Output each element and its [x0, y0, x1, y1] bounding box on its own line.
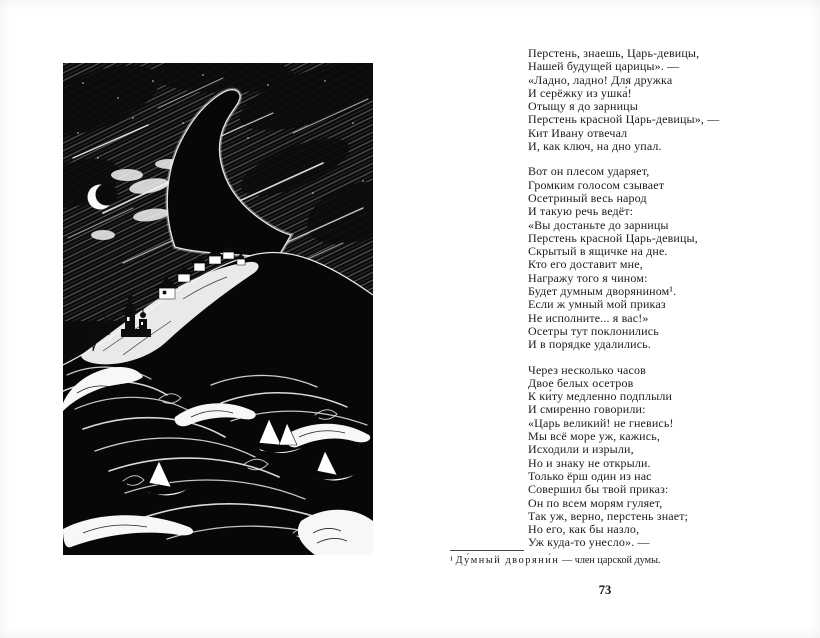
poem-line: Но и знаку не открыли.: [528, 455, 651, 470]
stanza-1: [528, 47, 719, 153]
poem-line: Двое белых осетров: [528, 375, 634, 390]
poem-line: Перстень, знаешь, Царь-девицы,: [528, 46, 700, 60]
poem-line: Нашей будущей царицы». —: [528, 59, 680, 74]
poem-line: Если ж умный мой приказ: [528, 297, 666, 312]
poem-line: Так уж, верно, перстень знает;: [528, 508, 689, 523]
poem-line: Совершил бы твой приказ:: [528, 482, 669, 497]
right-page: [410, 0, 820, 638]
poem: [528, 47, 719, 550]
page-number: 73: [598, 583, 612, 597]
poem-line: И смиренно говорили:: [528, 402, 646, 417]
poem-line: Громким голосом сзывает: [528, 177, 665, 192]
whale-illustration: [63, 63, 373, 555]
poem-line: Будет думным дворянином¹.: [528, 284, 677, 299]
footnote-definition: — член царской думы.: [561, 555, 661, 566]
footnote: [450, 550, 780, 566]
footnote-text: [450, 555, 780, 566]
poem-line: Исходили и изрыли,: [528, 442, 634, 457]
whale-illustration-svg: [63, 63, 373, 555]
poem-line: «Ладно, ладно! Для дружка: [528, 72, 673, 87]
poem-line: И такую речь ведёт:: [528, 204, 634, 219]
poem-line: К ки́ту медленно подплыли: [528, 389, 673, 404]
poem-line: Вот он плесом ударяет,: [528, 164, 650, 179]
poem-line: Он по всем морям гуляет,: [528, 495, 663, 510]
poem-line: Осетриный весь народ: [528, 190, 647, 205]
poem-line: Кто его доставит мне,: [528, 257, 643, 272]
stanza-3: [528, 364, 719, 550]
footnote-term: Ду́мный дворяни́н: [455, 555, 560, 566]
poem-line: Кит Ивану отвечал: [528, 125, 628, 140]
footnote-divider: [450, 550, 524, 551]
poem-line: Перстень красной Царь-девицы», —: [528, 112, 720, 127]
poem-line: Перстень красной Царь-девицы,: [528, 230, 698, 245]
footnote-marker: ¹: [450, 555, 454, 566]
poem-line: Через несколько часов: [528, 362, 646, 377]
poem-line: И, как ключ, на дно упал.: [528, 139, 662, 154]
poem-line: Не исполните... я вас!»: [528, 310, 649, 325]
poem-line: Осетры тут поклонились: [528, 323, 659, 338]
poem-line: Скрытый в ящичке на дне.: [528, 244, 668, 259]
poem-line: «Царь великий! не гневись!: [528, 415, 674, 430]
poem-line: Мы всё море уж, кажись,: [528, 429, 660, 444]
poem-line: Отыщу я до зарницы: [528, 99, 638, 114]
poem-line: И серёжку из ушка́!: [528, 85, 632, 100]
poem-line: Награжу того я чином:: [528, 270, 648, 285]
poem-line: Но его, как бы назло,: [528, 522, 640, 537]
poem-line: «Вы достаньте до зарницы: [528, 217, 669, 232]
poem-line: Уж куда-то унесло». —: [528, 535, 650, 550]
poem-line: И в порядке удалились.: [528, 337, 651, 352]
stanza-2: [528, 165, 719, 351]
poem-line: Только ёрш один из нас: [528, 468, 652, 483]
